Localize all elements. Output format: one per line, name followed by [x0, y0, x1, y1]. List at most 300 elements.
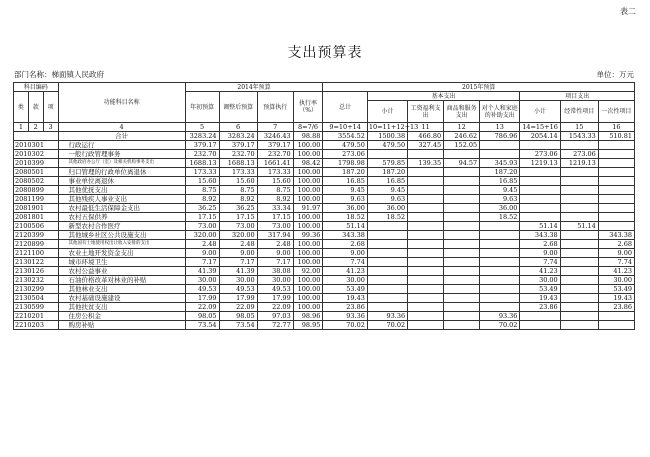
- amount-cell: 3283.24: [185, 132, 219, 141]
- amount-cell: 92.00: [293, 267, 323, 276]
- amount-cell: 8.75: [219, 186, 257, 195]
- amount-cell: 273.06: [323, 150, 368, 159]
- amount-cell: 345.93: [480, 159, 520, 168]
- column-number-cell: 14=15+16: [520, 123, 560, 132]
- amount-cell: 99.36: [293, 231, 323, 240]
- table-row: [14, 258, 635, 267]
- wage-welfare-header: 工资福利支出: [408, 101, 444, 123]
- amount-cell: 7.74: [323, 258, 368, 267]
- execution-rate-header: 执行率（%）: [293, 92, 323, 123]
- table-row: [14, 240, 635, 249]
- amount-cell: [408, 249, 444, 258]
- function-name-cell: 其他城乡社区公共设施支出: [58, 231, 185, 240]
- table-row: [14, 222, 635, 231]
- amount-cell: [520, 168, 560, 177]
- subject-code-cell: 2080501: [14, 168, 59, 177]
- amount-cell: [408, 312, 444, 321]
- amount-cell: 100.00: [293, 294, 323, 303]
- amount-cell: [408, 177, 444, 186]
- amount-cell: [367, 276, 407, 285]
- amount-cell: [520, 312, 560, 321]
- budget-2014-header: 2014年预算: [185, 83, 323, 92]
- amount-cell: 36.00: [367, 204, 407, 213]
- subject-code-cell: 2130504: [14, 294, 59, 303]
- amount-cell: [408, 186, 444, 195]
- amount-cell: 70.02: [480, 321, 520, 330]
- amount-cell: 173.33: [257, 168, 293, 177]
- amount-cell: [367, 231, 407, 240]
- subject-code-cell: 2130126: [14, 267, 59, 276]
- amount-cell: 9.45: [480, 186, 520, 195]
- amount-cell: [560, 204, 598, 213]
- amount-cell: 97.03: [257, 312, 293, 321]
- amount-cell: 19.43: [598, 294, 634, 303]
- amount-cell: 73.54: [185, 321, 219, 330]
- amount-cell: 3246.43: [257, 132, 293, 141]
- amount-cell: [444, 168, 480, 177]
- amount-cell: 17.99: [185, 294, 219, 303]
- amount-cell: 9.00: [520, 249, 560, 258]
- function-name-cell: 其他扶贫支出: [58, 303, 185, 312]
- amount-cell: [520, 213, 560, 222]
- amount-cell: [560, 285, 598, 294]
- amount-cell: 17.15: [219, 213, 257, 222]
- amount-cell: [444, 258, 480, 267]
- amount-cell: 7.17: [257, 258, 293, 267]
- amount-cell: 9.00: [598, 249, 634, 258]
- amount-cell: 8.92: [185, 195, 219, 204]
- table-row: [14, 276, 635, 285]
- amount-cell: 73.00: [219, 222, 257, 231]
- table-row: [14, 177, 635, 186]
- amount-cell: 232.70: [185, 150, 219, 159]
- subject-code-cell: 2100506: [14, 222, 59, 231]
- amount-cell: [560, 312, 598, 321]
- department-label: 部门名称：梯面镇人民政府: [14, 70, 104, 79]
- table-row: [14, 168, 635, 177]
- amount-cell: 38.08: [257, 267, 293, 276]
- amount-cell: 317.94: [257, 231, 293, 240]
- column-number-cell: 16: [598, 123, 634, 132]
- amount-cell: [480, 303, 520, 312]
- table-body: [14, 132, 635, 330]
- amount-cell: [480, 141, 520, 150]
- amount-cell: 8.92: [219, 195, 257, 204]
- amount-cell: [444, 285, 480, 294]
- amount-cell: 18.52: [367, 213, 407, 222]
- personal-subsidy-header: 对个人和家庭的补助支出: [480, 101, 520, 123]
- amount-cell: 100.00: [293, 168, 323, 177]
- budget-2015-header: 2015年预算: [323, 83, 635, 92]
- amount-cell: 17.99: [257, 294, 293, 303]
- amount-cell: [444, 231, 480, 240]
- amount-cell: [480, 222, 520, 231]
- amount-cell: [520, 195, 560, 204]
- amount-cell: 9.00: [323, 249, 368, 258]
- amount-cell: 23.86: [323, 303, 368, 312]
- amount-cell: 22.09: [257, 303, 293, 312]
- amount-cell: 100.00: [293, 141, 323, 150]
- function-name-cell: 一般行政管理事务: [58, 150, 185, 159]
- amount-cell: [444, 321, 480, 330]
- amount-cell: [598, 177, 634, 186]
- amount-cell: 100.00: [293, 258, 323, 267]
- function-name-cell: 其他政府办公厅（室）及相关机构事务支出: [58, 159, 185, 168]
- function-name-cell: 其他国有土地使用权出让收入安排的支出: [58, 240, 185, 249]
- subject-code-cell: 2121100: [14, 249, 59, 258]
- amount-cell: 30.00: [520, 276, 560, 285]
- amount-cell: 41.39: [219, 267, 257, 276]
- amount-cell: 36.00: [480, 204, 520, 213]
- amount-cell: 2.68: [520, 240, 560, 249]
- table-row: [14, 150, 635, 159]
- amount-cell: 49.53: [185, 285, 219, 294]
- amount-cell: [560, 213, 598, 222]
- amount-cell: 7.17: [219, 258, 257, 267]
- amount-cell: [408, 222, 444, 231]
- recurring-project-header: 经常性项目: [560, 101, 598, 123]
- amount-cell: [560, 186, 598, 195]
- amount-cell: 3283.24: [219, 132, 257, 141]
- amount-cell: 379.17: [257, 141, 293, 150]
- amount-cell: 9.00: [185, 249, 219, 258]
- amount-cell: 17.15: [257, 213, 293, 222]
- amount-cell: [444, 213, 480, 222]
- amount-cell: [560, 321, 598, 330]
- amount-cell: 100.00: [293, 240, 323, 249]
- amount-cell: 49.53: [257, 285, 293, 294]
- amount-cell: [408, 303, 444, 312]
- subject-code-cell: 2081801: [14, 213, 59, 222]
- function-name-cell: 农村五保供养: [58, 213, 185, 222]
- xiang-header: 项: [43, 92, 58, 123]
- amount-cell: 9.63: [480, 195, 520, 204]
- amount-cell: 23.86: [598, 303, 634, 312]
- amount-cell: 33.34: [257, 204, 293, 213]
- amount-cell: 53.49: [520, 285, 560, 294]
- table-row: [14, 285, 635, 294]
- amount-cell: 246.62: [444, 132, 480, 141]
- amount-cell: [367, 294, 407, 303]
- amount-cell: 15.60: [257, 177, 293, 186]
- kuan-header: 款: [28, 92, 43, 123]
- amount-cell: 93.36: [323, 312, 368, 321]
- amount-cell: 36.00: [323, 204, 368, 213]
- amount-cell: [367, 240, 407, 249]
- table-row: [14, 213, 635, 222]
- amount-cell: 98.96: [293, 312, 323, 321]
- project-expenditure-header: 项目支出: [520, 92, 635, 101]
- amount-cell: 187.20: [480, 168, 520, 177]
- amount-cell: 320.00: [185, 231, 219, 240]
- function-name-cell: 归口管理的行政单位离退休: [58, 168, 185, 177]
- function-name-cell: 其他优抚支出: [58, 186, 185, 195]
- amount-cell: 22.09: [185, 303, 219, 312]
- amount-cell: 100.00: [293, 276, 323, 285]
- amount-cell: 41.23: [598, 267, 634, 276]
- amount-cell: [520, 204, 560, 213]
- amount-cell: [367, 267, 407, 276]
- amount-cell: 173.33: [185, 168, 219, 177]
- table-row: [14, 204, 635, 213]
- amount-cell: 343.38: [323, 231, 368, 240]
- amount-cell: 36.25: [185, 204, 219, 213]
- amount-cell: [408, 258, 444, 267]
- amount-cell: 72.77: [257, 321, 293, 330]
- subject-code-cell: 2081199: [14, 195, 59, 204]
- amount-cell: [408, 267, 444, 276]
- amount-cell: [480, 240, 520, 249]
- amount-cell: [480, 276, 520, 285]
- subject-code-cell: 2080502: [14, 177, 59, 186]
- amount-cell: [444, 222, 480, 231]
- amount-cell: [598, 213, 634, 222]
- amount-cell: 1500.38: [367, 132, 407, 141]
- amount-cell: [560, 276, 598, 285]
- amount-cell: 1798.98: [323, 159, 368, 168]
- amount-cell: 15.60: [185, 177, 219, 186]
- amount-cell: [444, 195, 480, 204]
- amount-cell: 70.02: [367, 321, 407, 330]
- column-number-cell: 13: [480, 123, 520, 132]
- amount-cell: 70.02: [323, 321, 368, 330]
- amount-cell: 16.85: [367, 177, 407, 186]
- table-row: [14, 267, 635, 276]
- amount-cell: 9.45: [367, 186, 407, 195]
- amount-cell: 91.97: [293, 204, 323, 213]
- amount-cell: 9.45: [323, 186, 368, 195]
- amount-cell: [408, 231, 444, 240]
- subject-code-cell: 2010399: [14, 159, 59, 168]
- amount-cell: [598, 195, 634, 204]
- function-name-cell: 合计: [58, 132, 185, 141]
- function-name-cell: 其他残疾人事业支出: [58, 195, 185, 204]
- total-header: 总计: [323, 92, 368, 123]
- column-number-cell: 9=10+14: [323, 123, 368, 132]
- amount-cell: [480, 258, 520, 267]
- amount-cell: 273.06: [520, 150, 560, 159]
- amount-cell: 9.00: [219, 249, 257, 258]
- amount-cell: 320.00: [219, 231, 257, 240]
- subject-code-cell: 2210201: [14, 312, 59, 321]
- subject-code-cell: 2081901: [14, 204, 59, 213]
- subject-code-header: 科目编码: [14, 83, 59, 92]
- amount-cell: 2054.14: [520, 132, 560, 141]
- amount-cell: [408, 150, 444, 159]
- amount-cell: 98.05: [185, 312, 219, 321]
- amount-cell: 41.39: [185, 267, 219, 276]
- basic-expenditure-header: 基本支出: [367, 92, 520, 101]
- amount-cell: 16.85: [480, 177, 520, 186]
- subject-code-cell: 2120399: [14, 231, 59, 240]
- amount-cell: [444, 249, 480, 258]
- amount-cell: 100.00: [293, 249, 323, 258]
- amount-cell: 100.00: [293, 195, 323, 204]
- amount-cell: [444, 312, 480, 321]
- amount-cell: 30.00: [323, 276, 368, 285]
- amount-cell: 53.49: [323, 285, 368, 294]
- amount-cell: 7.17: [185, 258, 219, 267]
- table-row: [14, 195, 635, 204]
- amount-cell: [520, 141, 560, 150]
- amount-cell: 30.00: [257, 276, 293, 285]
- amount-cell: [444, 204, 480, 213]
- amount-cell: 1543.33: [560, 132, 598, 141]
- amount-cell: 2.48: [219, 240, 257, 249]
- amount-cell: [444, 150, 480, 159]
- table-row: [14, 186, 635, 195]
- initial-budget-header: 年初预算: [185, 92, 219, 123]
- amount-cell: [444, 240, 480, 249]
- function-name-cell: 购房补贴: [58, 321, 185, 330]
- amount-cell: [408, 204, 444, 213]
- amount-cell: 93.36: [480, 312, 520, 321]
- amount-cell: 479.50: [323, 141, 368, 150]
- amount-cell: 49.53: [219, 285, 257, 294]
- amount-cell: 7.74: [598, 258, 634, 267]
- function-name-header: 功能科目名称: [58, 83, 185, 123]
- column-number-cell: 11: [408, 123, 444, 132]
- amount-cell: 98.95: [293, 321, 323, 330]
- amount-cell: [444, 186, 480, 195]
- amount-cell: [480, 249, 520, 258]
- amount-cell: 16.85: [323, 177, 368, 186]
- table-row: [14, 294, 635, 303]
- amount-cell: [560, 267, 598, 276]
- page-title: 支出预算表: [287, 45, 363, 61]
- table-row: [14, 312, 635, 321]
- amount-cell: [598, 321, 634, 330]
- table-row: [14, 303, 635, 312]
- amount-cell: [560, 249, 598, 258]
- amount-cell: [598, 222, 634, 231]
- amount-cell: 379.17: [185, 141, 219, 150]
- amount-cell: [598, 186, 634, 195]
- amount-cell: [444, 294, 480, 303]
- amount-cell: 36.25: [219, 204, 257, 213]
- amount-cell: [598, 204, 634, 213]
- amount-cell: [367, 249, 407, 258]
- subject-code-cell: 2130122: [14, 258, 59, 267]
- amount-cell: [480, 150, 520, 159]
- column-number-cell: 7: [257, 123, 293, 132]
- amount-cell: [444, 303, 480, 312]
- amount-cell: 17.15: [185, 213, 219, 222]
- column-number-cell: 4: [58, 123, 185, 132]
- amount-cell: 100.00: [293, 285, 323, 294]
- column-number-cell: 2: [28, 123, 43, 132]
- amount-cell: 15.60: [219, 177, 257, 186]
- amount-cell: 100.00: [293, 186, 323, 195]
- amount-cell: 232.70: [257, 150, 293, 159]
- unit-label: 单位：万元: [596, 70, 634, 79]
- amount-cell: [598, 150, 634, 159]
- amount-cell: [367, 303, 407, 312]
- amount-cell: 466.80: [408, 132, 444, 141]
- subject-code-cell: 2130299: [14, 285, 59, 294]
- amount-cell: [480, 285, 520, 294]
- amount-cell: 100.00: [293, 222, 323, 231]
- amount-cell: 100.00: [293, 177, 323, 186]
- amount-cell: 579.85: [367, 159, 407, 168]
- table-row: [14, 321, 635, 330]
- amount-cell: [444, 177, 480, 186]
- amount-cell: 51.14: [560, 222, 598, 231]
- amount-cell: 1661.41: [257, 159, 293, 168]
- amount-cell: 17.99: [219, 294, 257, 303]
- column-number-cell: 3: [43, 123, 58, 132]
- amount-cell: 98.05: [219, 312, 257, 321]
- amount-cell: 23.86: [520, 303, 560, 312]
- amount-cell: 53.49: [598, 285, 634, 294]
- amount-cell: [408, 195, 444, 204]
- amount-cell: 152.05: [444, 141, 480, 150]
- column-number-cell: 12: [444, 123, 480, 132]
- amount-cell: [367, 258, 407, 267]
- amount-cell: [560, 195, 598, 204]
- amount-cell: [598, 168, 634, 177]
- amount-cell: 100.00: [293, 213, 323, 222]
- amount-cell: [367, 150, 407, 159]
- amount-cell: 343.38: [520, 231, 560, 240]
- function-name-cell: 行政运行: [58, 141, 185, 150]
- amount-cell: 327.45: [408, 141, 444, 150]
- table-row: [14, 132, 635, 141]
- table-row: [14, 231, 635, 240]
- amount-cell: 30.00: [598, 276, 634, 285]
- amount-cell: 786.96: [480, 132, 520, 141]
- amount-cell: 51.14: [520, 222, 560, 231]
- amount-cell: 8.92: [257, 195, 293, 204]
- subject-code-cell: 2010301: [14, 141, 59, 150]
- column-number-cell: 15: [560, 123, 598, 132]
- amount-cell: 94.57: [444, 159, 480, 168]
- amount-cell: [560, 240, 598, 249]
- column-number-row: [14, 123, 635, 132]
- subject-code-cell: 2130232: [14, 276, 59, 285]
- amount-cell: [560, 141, 598, 150]
- amount-cell: [408, 213, 444, 222]
- amount-cell: [560, 231, 598, 240]
- amount-cell: 2.68: [598, 240, 634, 249]
- amount-cell: [560, 258, 598, 267]
- amount-cell: 7.74: [520, 258, 560, 267]
- amount-cell: [598, 159, 634, 168]
- amount-cell: [480, 267, 520, 276]
- basic-subtotal-header: 小计: [367, 101, 407, 123]
- amount-cell: 18.52: [480, 213, 520, 222]
- lei-header: 类: [14, 92, 29, 123]
- amount-cell: 98.88: [293, 132, 323, 141]
- amount-cell: 19.43: [520, 294, 560, 303]
- table-row: [14, 159, 635, 168]
- amount-cell: [408, 240, 444, 249]
- amount-cell: [598, 312, 634, 321]
- function-name-cell: 农村最低生活保障金支出: [58, 204, 185, 213]
- function-name-cell: 城市环境卫生: [58, 258, 185, 267]
- table-row: [14, 141, 635, 150]
- amount-cell: [408, 321, 444, 330]
- amount-cell: 8.75: [257, 186, 293, 195]
- function-name-cell: 农村公益事业: [58, 267, 185, 276]
- subject-code-cell: 2130599: [14, 303, 59, 312]
- amount-cell: 379.17: [219, 141, 257, 150]
- amount-cell: [520, 186, 560, 195]
- amount-cell: [520, 177, 560, 186]
- amount-cell: 41.23: [520, 267, 560, 276]
- column-number-cell: 5: [185, 123, 219, 132]
- subject-code-cell: 2080899: [14, 186, 59, 195]
